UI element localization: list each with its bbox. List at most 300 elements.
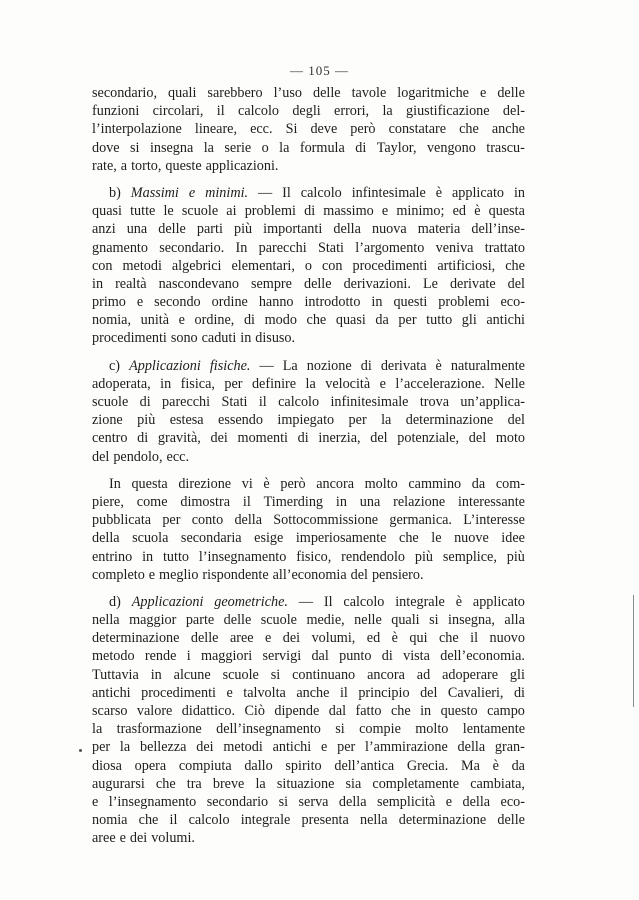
word: antichi: [272, 739, 312, 756]
word: e: [119, 830, 126, 847]
word: inerzia,: [318, 430, 361, 447]
word: conto: [191, 512, 224, 529]
word: più: [506, 548, 525, 565]
word: rate,: [92, 157, 117, 174]
word: a: [120, 157, 128, 174]
word: di: [360, 357, 372, 374]
text-line: [92, 139, 525, 157]
word: di: [243, 312, 255, 329]
word: nella: [92, 612, 120, 629]
word: determinazione: [92, 630, 180, 647]
word: breve: [212, 775, 245, 792]
text-line: [92, 684, 525, 702]
word: di: [137, 430, 149, 447]
word: serie: [224, 139, 252, 156]
word: impiegato: [277, 412, 335, 429]
word: alla: [504, 612, 525, 629]
word: nuovo: [489, 630, 525, 647]
word: adoperare: [442, 666, 499, 683]
word: in: [335, 493, 347, 510]
word: da: [375, 312, 389, 329]
word: per: [162, 512, 181, 529]
word: calcolo: [278, 394, 320, 410]
word: è: [455, 593, 463, 610]
word: molto: [364, 475, 398, 492]
word: formula: [299, 139, 345, 156]
word: —: [258, 184, 273, 201]
word: i: [186, 648, 191, 665]
word: fatto: [355, 703, 382, 719]
word: eco-: [500, 793, 525, 810]
word: della: [338, 793, 367, 810]
word: tutte: [130, 203, 156, 220]
word: in: [150, 666, 162, 683]
italic-word: e: [188, 184, 196, 201]
word: fisica,: [180, 375, 215, 392]
word: b): [109, 184, 121, 201]
word: del: [420, 684, 438, 701]
word: per: [337, 739, 356, 756]
word: scuole: [222, 666, 259, 683]
word: della: [462, 793, 491, 810]
word: determinazione: [405, 412, 494, 429]
text-line: [92, 102, 525, 120]
word: quali: [391, 612, 420, 629]
text-line: [92, 239, 525, 257]
paragraph-gap: [92, 584, 525, 593]
text-line: [92, 647, 525, 665]
word: minimo;: [396, 203, 445, 220]
word: delle: [190, 630, 219, 647]
word: calcolo: [188, 812, 230, 829]
paragraph-gap: [92, 348, 525, 357]
word: la: [279, 139, 290, 156]
word: che: [439, 630, 459, 647]
word: didattico.: [181, 703, 235, 719]
word: parti: [196, 221, 223, 238]
word: parecchi: [258, 239, 307, 256]
word: del: [468, 430, 487, 447]
word: da: [511, 757, 525, 774]
text-line: [92, 429, 525, 447]
word: scuole: [92, 394, 129, 410]
word: il: [258, 394, 267, 410]
word: quasi: [92, 203, 122, 220]
word: potenziale,: [397, 430, 460, 447]
word: calcolo: [343, 593, 385, 610]
paragraph-gap: [92, 175, 525, 184]
word: gran-: [494, 739, 525, 756]
word: e: [445, 793, 453, 810]
word: serva: [298, 793, 329, 810]
word: funzioni: [92, 103, 140, 120]
word: parte: [185, 612, 215, 629]
word: anzi: [92, 221, 116, 238]
word: una: [126, 221, 148, 238]
word: fisico,: [296, 548, 332, 565]
word: nomia: [92, 812, 128, 829]
word: il: [339, 684, 348, 701]
word: da: [471, 475, 486, 492]
word: ancora: [316, 475, 354, 492]
word: si: [429, 612, 439, 629]
word: trova: [419, 394, 450, 410]
word: si: [335, 721, 345, 738]
word: più: [233, 221, 253, 238]
word: volumi,: [311, 630, 356, 647]
word: il: [169, 812, 178, 829]
word: problemi: [244, 203, 296, 220]
word: semplicità: [376, 793, 436, 810]
word: la: [203, 139, 214, 156]
word: deve: [310, 121, 338, 138]
text-line: [92, 120, 525, 138]
margin-dot: [79, 749, 82, 752]
word: delle: [223, 612, 252, 629]
word: esige: [254, 530, 284, 547]
word: Taylor,: [376, 139, 417, 156]
word: elementari,: [231, 257, 295, 274]
word: dipende: [274, 703, 320, 719]
text-line: [92, 311, 525, 329]
word: relazione: [393, 493, 446, 510]
word: scuole: [181, 203, 219, 220]
word: dal: [328, 703, 347, 719]
word: o: [304, 257, 312, 274]
paragraph: [92, 84, 525, 175]
word: l’insegnamento: [108, 793, 197, 810]
word: la: [255, 775, 266, 792]
italic-word: Applicazioni: [129, 357, 201, 374]
word: di: [355, 139, 367, 156]
word: tra: [186, 775, 202, 792]
word: di: [381, 648, 393, 665]
word: in: [513, 184, 525, 201]
word: metodo: [92, 648, 135, 665]
word: quali: [168, 85, 197, 101]
word: Cavalieri,: [447, 684, 504, 701]
word: entrino: [92, 548, 133, 565]
word: meglio: [159, 566, 199, 583]
word: l’insegnamento: [198, 548, 287, 565]
word: le: [431, 530, 442, 547]
word: e: [265, 630, 272, 647]
word: torto,: [131, 157, 162, 174]
word: però: [350, 121, 376, 138]
word: all’economia: [272, 566, 347, 583]
word: continuano: [292, 666, 356, 683]
word: Il: [282, 184, 291, 201]
word: cammino: [408, 475, 462, 492]
paragraph: [92, 184, 525, 348]
word: situazione: [276, 775, 335, 792]
word: derivata: [380, 357, 427, 374]
word: la: [92, 721, 103, 738]
word: metodi: [223, 739, 263, 756]
word: del: [92, 448, 110, 465]
word: naturalmente: [450, 357, 525, 374]
word: valore: [136, 703, 173, 719]
word: applicato: [472, 593, 525, 610]
word: germanica.: [389, 512, 452, 529]
text-line: [92, 375, 525, 393]
word: La: [282, 357, 298, 374]
word: insegna,: [448, 612, 495, 629]
word: come: [136, 493, 168, 510]
text-line: [92, 738, 525, 756]
word: e: [178, 312, 185, 329]
text-line: [92, 357, 525, 375]
word: momenti: [237, 430, 288, 447]
word: del: [370, 430, 388, 447]
word: dove: [92, 139, 120, 156]
text-line: [92, 529, 525, 547]
word: un’applica-: [460, 394, 525, 410]
word: l’interpolazione: [92, 121, 182, 138]
paragraph: [92, 357, 525, 466]
word: materia: [417, 221, 461, 238]
word: dell’economia.: [440, 648, 525, 665]
word: com-: [495, 475, 525, 492]
word: che: [138, 812, 159, 829]
italic-word: Applicazioni: [131, 593, 204, 610]
text-line: [92, 257, 525, 275]
word: Timerding: [263, 493, 324, 510]
word: delle: [312, 85, 341, 101]
text-line: [92, 511, 525, 529]
word: il: [216, 103, 225, 120]
word: della: [457, 739, 486, 756]
word: con: [321, 257, 343, 274]
word: Nelle: [494, 375, 525, 392]
word: più: [414, 548, 434, 565]
word: unità: [140, 312, 169, 329]
word: il: [470, 630, 479, 647]
word: —: [259, 357, 274, 374]
word: delle: [303, 275, 332, 292]
word: disuso.: [255, 330, 296, 347]
word: Ciò: [244, 703, 265, 719]
word: nella: [359, 812, 388, 829]
word: quasi: [335, 312, 366, 329]
text-line: [92, 157, 525, 175]
word: giustificazione: [406, 103, 490, 120]
word: qui: [409, 630, 428, 647]
word: principio: [358, 684, 410, 701]
text-line: [92, 593, 525, 611]
text-line: [92, 448, 525, 466]
word: maggior: [129, 612, 177, 629]
word: però: [280, 475, 306, 492]
word: sono: [170, 330, 198, 347]
word: rispondente: [202, 566, 269, 583]
word: degli: [292, 103, 321, 120]
word: queste: [165, 157, 202, 174]
word: infinitesimale: [330, 394, 409, 410]
text-line: [92, 666, 525, 684]
word: completamente: [372, 775, 460, 792]
word: problemi: [438, 294, 490, 311]
italic-word: Massimi: [130, 184, 179, 201]
word: ordine,: [194, 312, 235, 329]
text-line: [92, 84, 525, 102]
word: secondaria: [180, 530, 242, 547]
word: ad: [416, 666, 431, 683]
word: sarebbero: [207, 85, 263, 101]
word: c): [109, 357, 121, 374]
word: che: [155, 775, 176, 792]
word: dei: [210, 430, 228, 447]
word: che: [390, 703, 411, 719]
word: e: [379, 375, 386, 392]
text-line: [92, 793, 525, 811]
word: adoperata,: [92, 375, 151, 392]
word: dimostra: [180, 493, 231, 510]
word: pendolo,: [113, 448, 163, 465]
word: completo: [92, 566, 145, 583]
word: interessante: [457, 493, 525, 510]
word: in: [240, 330, 252, 347]
word: delle: [497, 85, 525, 101]
word: anche: [491, 121, 525, 138]
word: calcolo: [300, 184, 342, 201]
word: Le: [422, 275, 438, 292]
word: per: [224, 375, 243, 392]
word: ed: [366, 630, 381, 647]
word: applicato: [452, 184, 504, 201]
word: è: [474, 203, 481, 220]
word: nuova: [371, 221, 407, 238]
text-line: [92, 566, 525, 584]
word: il: [242, 493, 251, 510]
word: secondario.: [159, 239, 225, 256]
word: bellezza: [139, 739, 187, 756]
word: secondario,: [92, 85, 158, 101]
italic-word: fisiche.: [209, 357, 251, 374]
word: con: [92, 257, 113, 274]
word: di: [513, 684, 525, 701]
text-line: [92, 702, 525, 720]
word: che: [399, 530, 419, 547]
word: la: [382, 103, 393, 120]
word: infintesimale: [351, 184, 426, 201]
word: circolari,: [152, 103, 204, 120]
word: di: [139, 394, 151, 410]
word: Si: [285, 121, 298, 138]
word: aree: [92, 830, 116, 847]
text-line: [92, 275, 525, 293]
word: scuole: [260, 612, 297, 629]
word: o: [261, 139, 269, 156]
word: del: [350, 566, 368, 583]
word: e: [320, 739, 328, 756]
word: massimo: [323, 203, 374, 220]
word: medie,: [306, 612, 345, 629]
word: zione: [92, 412, 123, 429]
word: in: [92, 275, 104, 292]
word: opera: [134, 757, 167, 774]
word: vista: [403, 648, 430, 665]
text-line: [92, 293, 525, 311]
word: dallo: [244, 757, 273, 774]
word: dell’antica: [334, 757, 395, 774]
word: derivazioni.: [343, 275, 411, 292]
word: del: [507, 412, 525, 429]
word: delle: [497, 812, 525, 829]
word: diosa: [92, 757, 122, 774]
word: logaritmiche: [397, 85, 469, 101]
body-text: [92, 84, 525, 848]
italic-word: minimi.: [205, 184, 249, 201]
word: spirito: [285, 757, 322, 774]
word: pubblicata: [92, 512, 152, 529]
paragraph-gap: [92, 466, 525, 475]
word: talvolta: [243, 684, 286, 701]
word: caduti: [201, 330, 237, 347]
word: antichi: [92, 684, 131, 701]
word: punto: [339, 648, 372, 665]
word: artificiosi,: [437, 257, 496, 274]
word: l’ammirazione: [365, 739, 448, 756]
word: la: [305, 375, 316, 392]
word: trasformazione: [116, 721, 202, 738]
word: idee: [501, 530, 525, 547]
paragraph: [92, 475, 525, 584]
word: tutto: [426, 312, 453, 329]
word: Ma: [460, 757, 480, 774]
word: del-: [502, 103, 525, 120]
word: della: [234, 512, 263, 529]
word: per: [348, 412, 367, 429]
word: e: [148, 566, 156, 583]
word: è: [391, 630, 398, 647]
text-line: [92, 393, 525, 411]
word: ed: [452, 203, 467, 220]
word: Stati: [317, 239, 344, 256]
word: nascondevano: [158, 275, 239, 292]
text-line: [92, 757, 525, 775]
text-line: [92, 220, 525, 238]
word: compie: [359, 721, 401, 738]
text-line: [92, 411, 525, 429]
word: in: [420, 703, 432, 719]
word: della: [333, 221, 361, 238]
word: antichi: [486, 312, 525, 329]
word: secondo: [154, 294, 201, 311]
word: In: [109, 475, 121, 492]
word: essendo: [218, 412, 263, 429]
word: integrale: [240, 812, 291, 829]
word: eco-: [500, 294, 525, 311]
word: che: [459, 121, 479, 138]
word: dell’insegnamento: [216, 721, 321, 738]
word: la: [381, 412, 392, 429]
word: ecc.: [250, 121, 273, 138]
word: servigi: [262, 648, 302, 665]
word: Il: [323, 593, 333, 610]
word: è: [263, 475, 270, 492]
text-line: [92, 611, 525, 629]
word: rendendolo: [341, 548, 405, 565]
word: e: [226, 684, 233, 701]
word: questo: [440, 703, 478, 719]
word: errori,: [334, 103, 370, 120]
word: dei: [196, 739, 214, 756]
word: cambiata,: [470, 775, 525, 792]
word: gli: [461, 312, 477, 329]
word: è: [492, 757, 499, 774]
text-line: [92, 548, 525, 566]
